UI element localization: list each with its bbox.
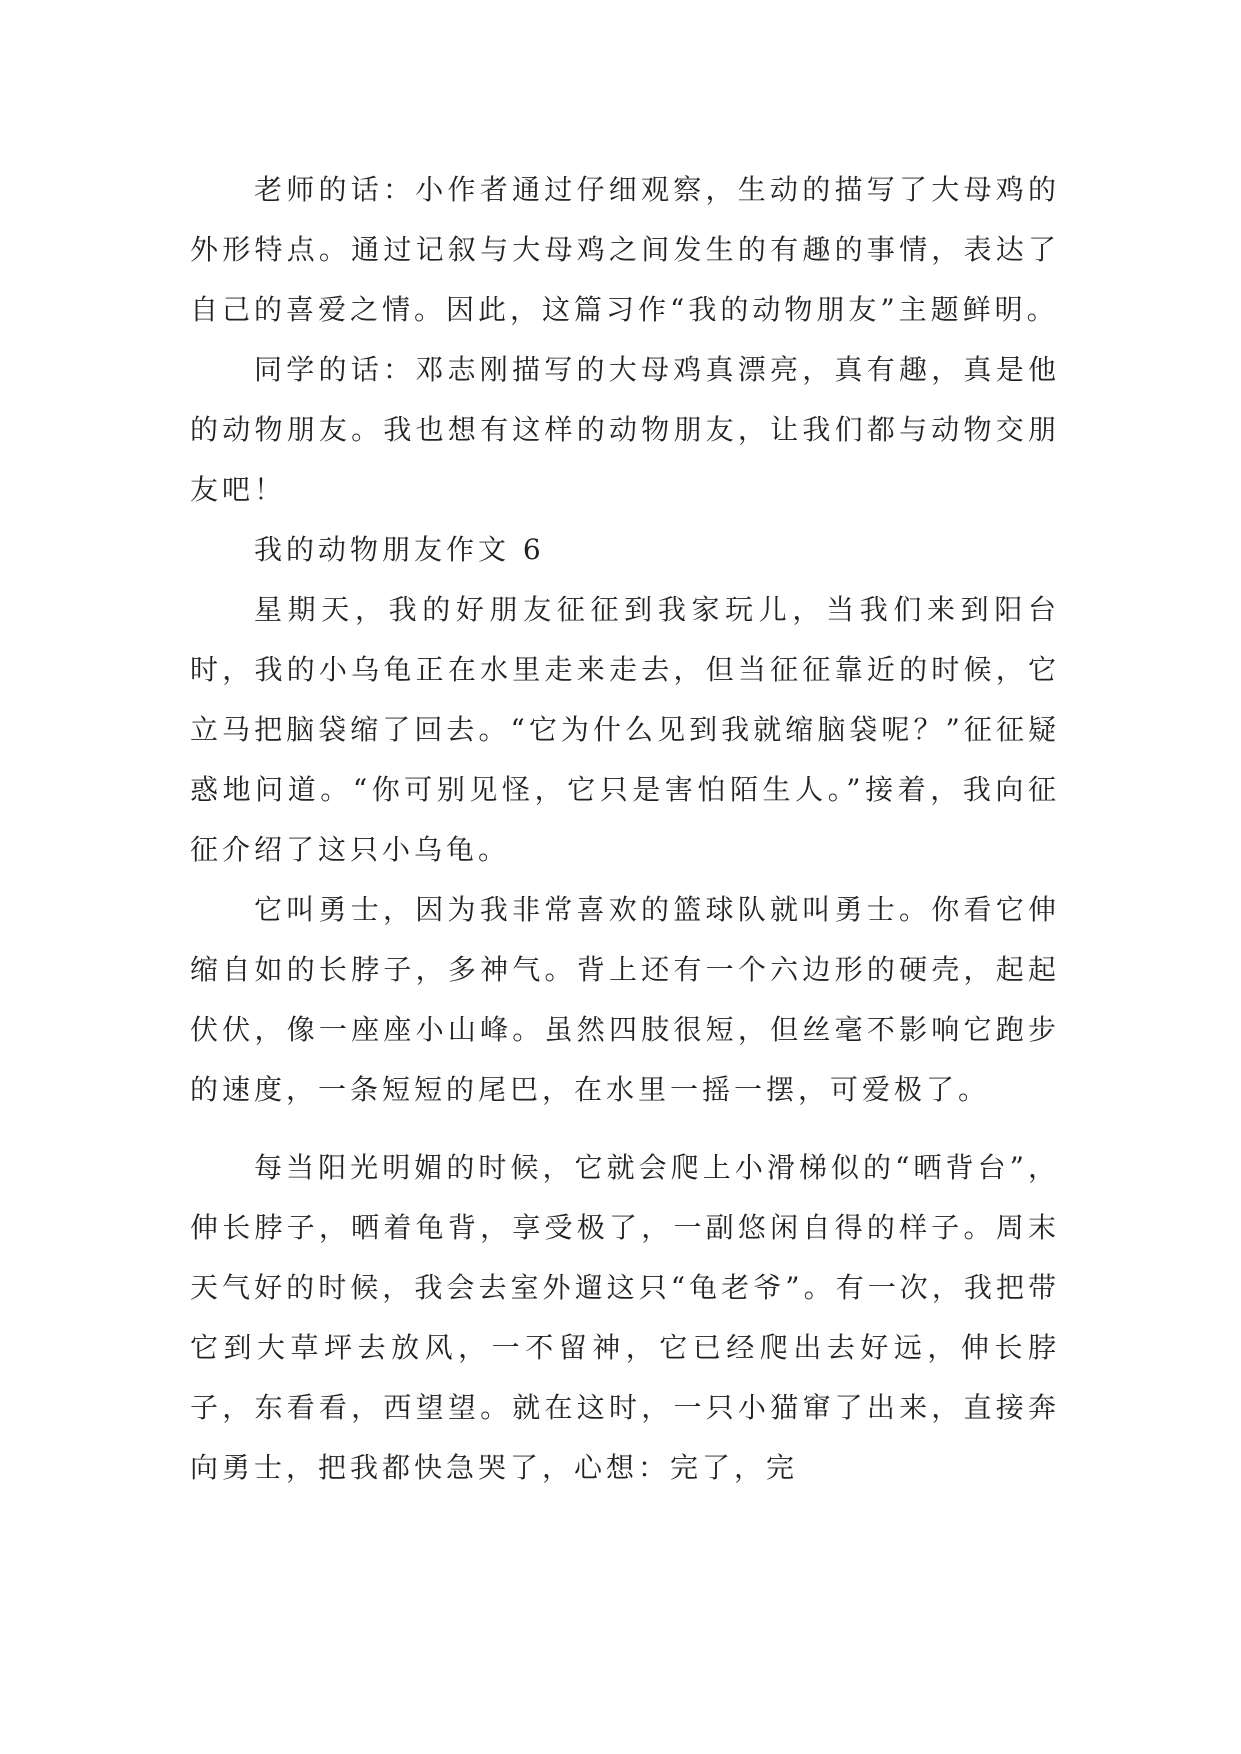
essay-title: 我的动物朋友作文 6 (254, 533, 545, 566)
essay-paragraph: 星期天，我的好朋友征征到我家玩儿，当我们来到阳台时，我的小乌龟正在水里走来走去，但当征征靠近的时候，它立马把脑袋缩了回去。“它为什么见到我就缩脑袋呢？”征征疑惑地问道。“你可别见怪，它只是害怕陌生人。”接着，我向征征介绍了这只小乌龟。 (190, 593, 1060, 866)
document-body (190, 160, 1060, 1498)
teacher-comment-paragraph: 老师的话：小作者通过仔细观察，生动的描写了大母鸡的外形特点。通过记叙与大母鸡之间发生的有趣的事情，表达了自己的喜爱之情。因此，这篇习作“我的动物朋友”主题鲜明。 (190, 173, 1060, 326)
essay-paragraph: 每当阳光明媚的时候，它就会爬上小滑梯似的“晒背台”，伸长脖子，晒着龟背，享受极了，一副悠闲自得的样子。周末天气好的时候，我会去室外遛这只“龟老爷”。有一次，我把带它到大草坪去放风，一不留神，它已经爬出去好远，伸长脖子，东看看，西望望。就在这时，一只小猫窜了出来，直接奔向勇士，把我都快急哭了，心想：完了，完 (190, 1151, 1060, 1484)
classmate-comment-paragraph: 同学的话：邓志刚描写的大母鸡真漂亮，真有趣，真是他的动物朋友。我也想有这样的动物朋友，让我们都与动物交朋友吧！ (190, 353, 1060, 506)
essay-paragraph: 它叫勇士，因为我非常喜欢的篮球队就叫勇士。你看它伸缩自如的长脖子，多神气。背上还有一个六边形的硬壳，起起伏伏，像一座座小山峰。虽然四肢很短，但丝毫不影响它跑步的速度，一条短短的尾巴，在水里一摇一摆，可爱极了。 (190, 893, 1060, 1106)
